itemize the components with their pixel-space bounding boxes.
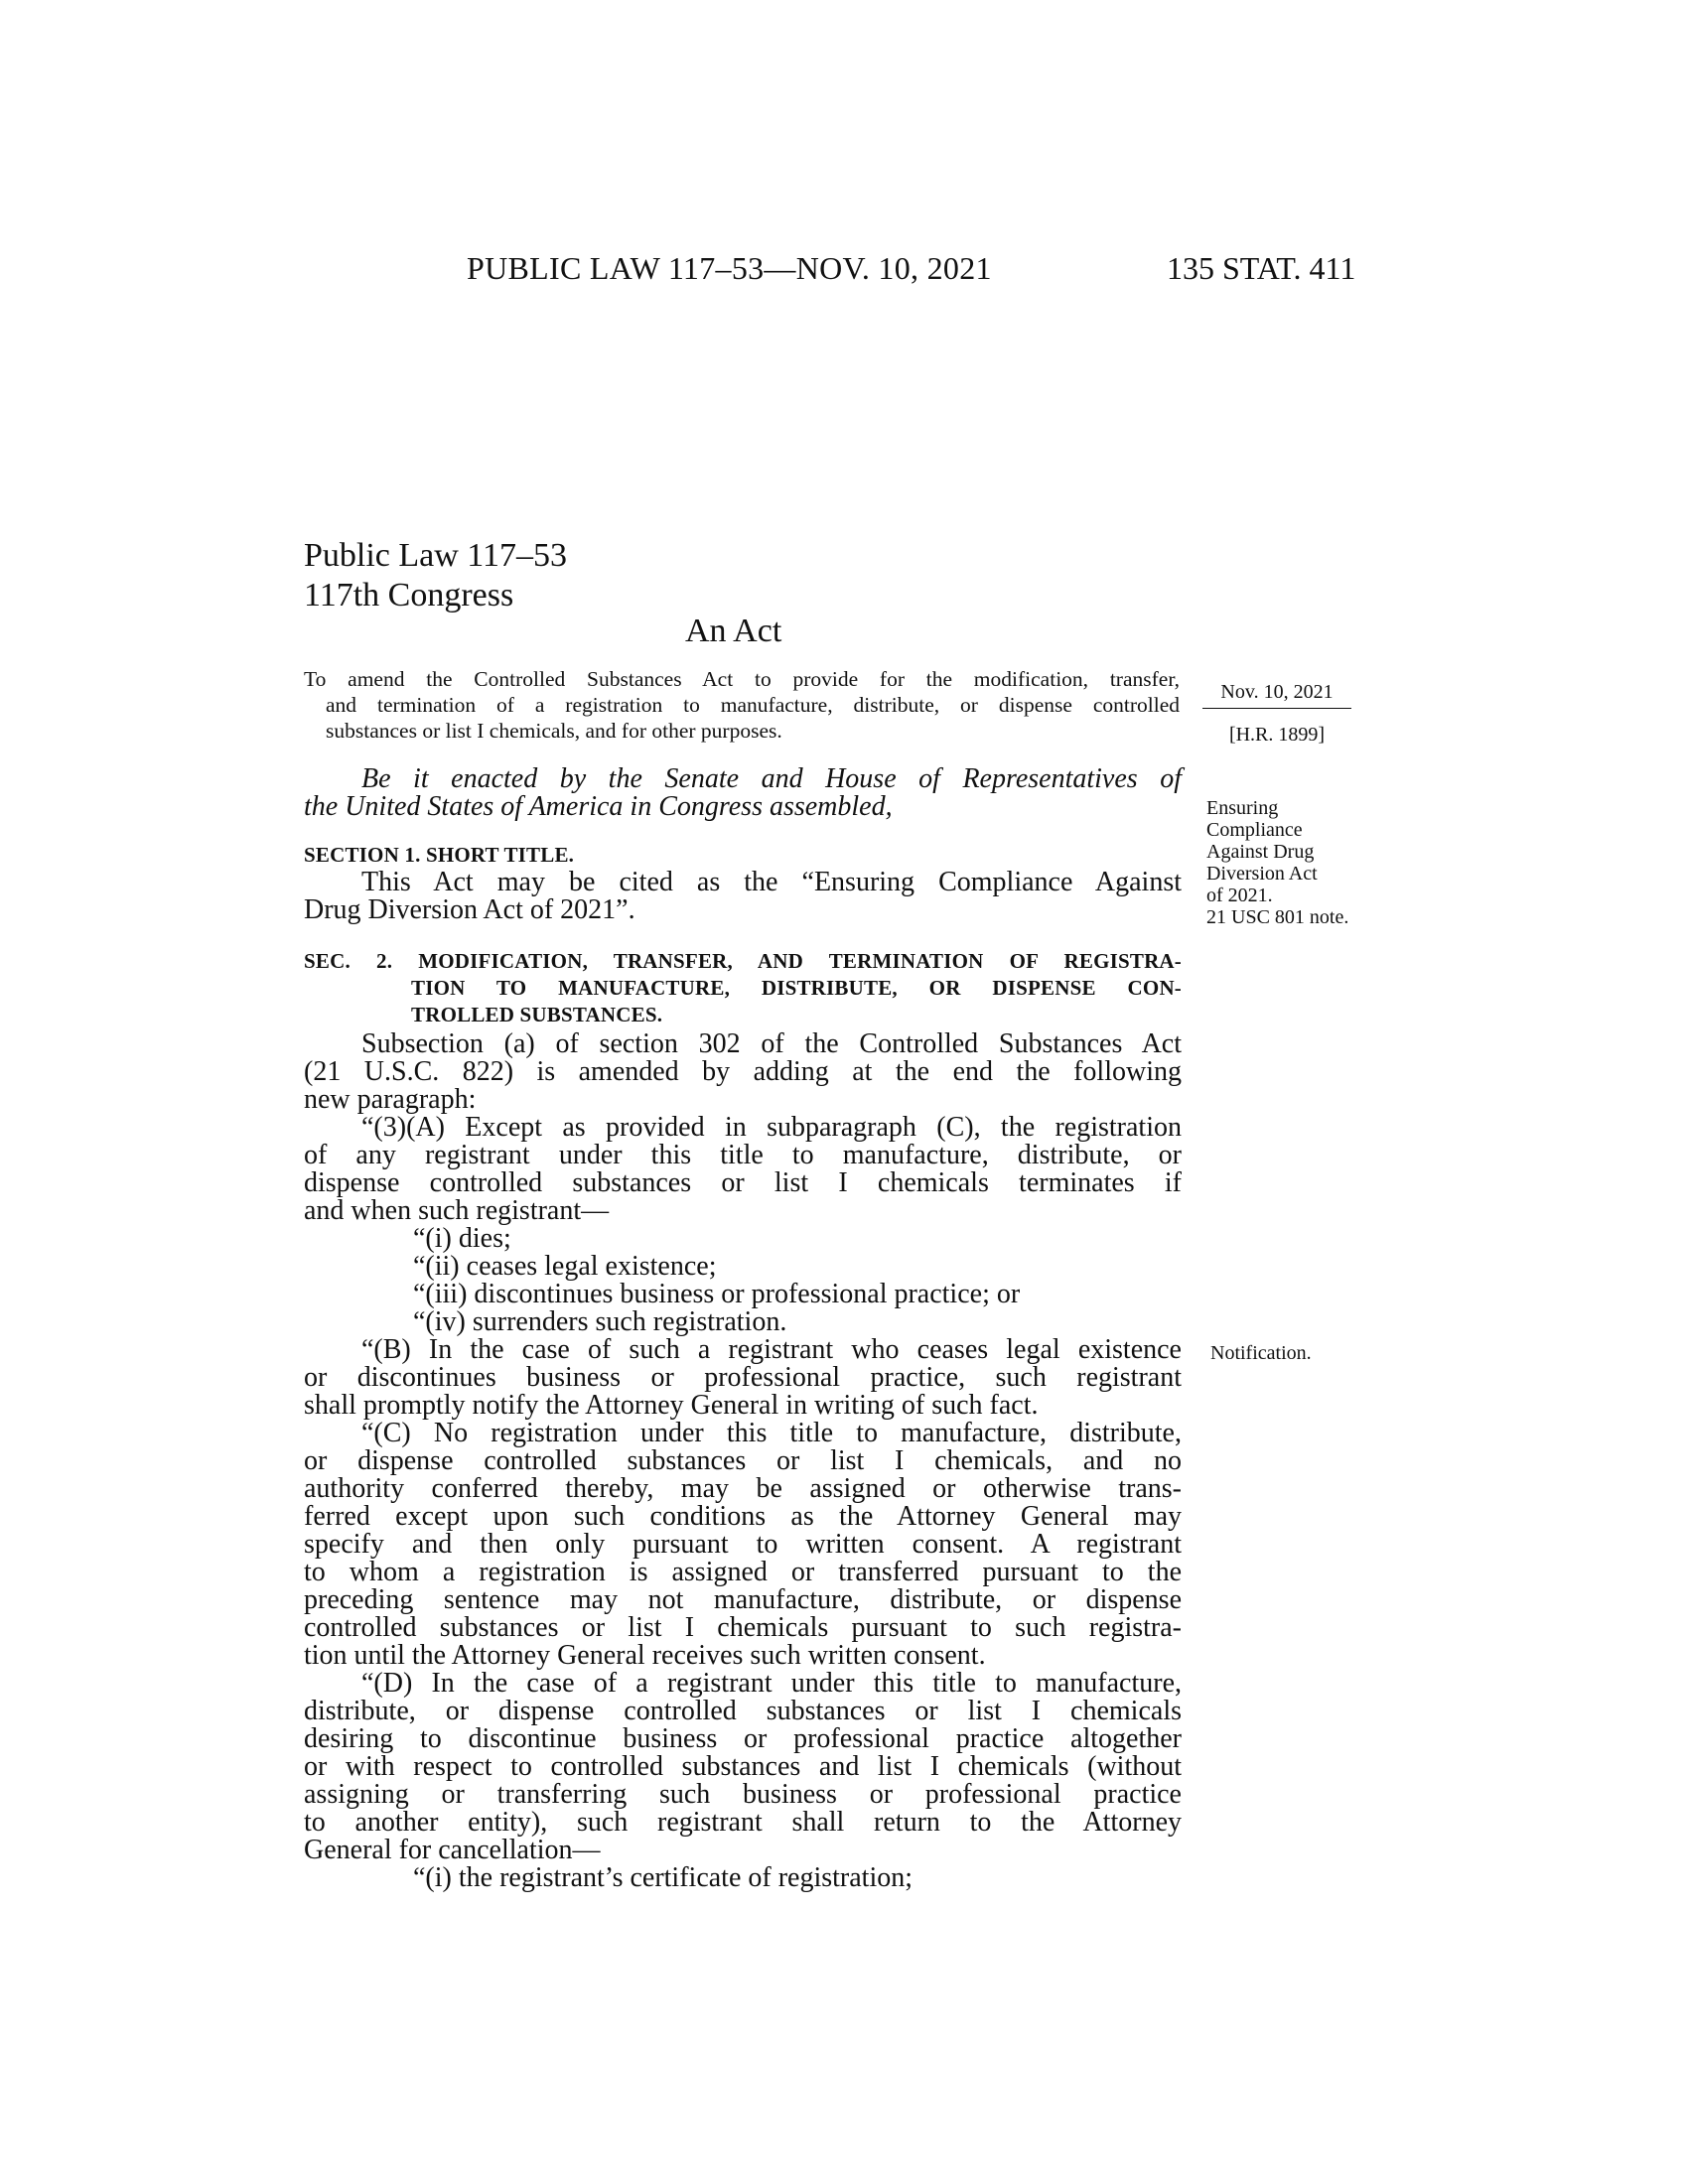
running-head: PUBLIC LAW 117–53—NOV. 10, 2021	[467, 250, 992, 286]
margin-note-date: Nov. 10, 2021	[1202, 681, 1351, 709]
text-line: desiring to discontinue business or professional practice altogether	[304, 1723, 1182, 1754]
enacting-line: Be it enacted by the Senate and House of Representatives of	[361, 763, 1182, 794]
text-line: shall promptly notify the Attorney General in writing of such fact.	[304, 1390, 1039, 1421]
text-line: “(3)(A) Except as provided in subparagraph (C), the registration	[361, 1112, 1182, 1143]
text-line: and when such registrant—	[304, 1195, 610, 1226]
act-label: An Act	[685, 613, 782, 649]
paragraph-c	[304, 1420, 1182, 1670]
text-line: new paragraph:	[304, 1084, 477, 1115]
text-line: preceding sentence may not manufacture, distribute, or dispense	[304, 1584, 1182, 1615]
text-line: controlled substances or list I chemicals pursuant to such registra-	[304, 1612, 1182, 1643]
margin-note-line: 21 USC 801 note.	[1206, 906, 1349, 928]
long-title-line: To amend the Controlled Substances Act to provide for the modification, transfer,	[304, 667, 1180, 691]
section-2-heading	[304, 948, 1182, 1028]
text-line: dispense controlled substances or list I chemicals terminates if	[304, 1167, 1182, 1198]
margin-note-bill-number: [H.R. 1899]	[1228, 724, 1326, 746]
heading-line: SEC. 2. MODIFICATION, TRANSFER, AND TERMINATION OF REGISTRA-	[304, 949, 1182, 973]
text-line: “(B) In the case of such a registrant who ceases legal existence	[361, 1334, 1182, 1365]
statute-page-number: 135 STAT. 411	[1167, 250, 1356, 286]
text-line: of any registrant under this title to manufacture, distribute, or	[304, 1140, 1182, 1170]
long-title-line: and termination of a registration to manufacture, distribute, or dispense controlled	[326, 693, 1180, 717]
clause-item: “(ii) ceases legal existence;	[413, 1251, 717, 1282]
text-line: to another entity), such registrant shall return to the Attorney	[304, 1807, 1182, 1838]
text-line: assigning or transferring such business or professional practice	[304, 1779, 1182, 1810]
text-line: This Act may be cited as the “Ensuring Compliance Against	[361, 867, 1182, 897]
margin-note-line: of 2021.	[1206, 885, 1273, 906]
clauses-list-d	[304, 1864, 1182, 1892]
text-line: tion until the Attorney General receives such written consent.	[304, 1640, 986, 1671]
section-1-heading: SECTION 1. SHORT TITLE.	[304, 843, 575, 867]
public-law-designation: Public Law 117–53	[304, 537, 568, 574]
margin-note-line: Diversion Act	[1206, 863, 1318, 885]
margin-note-short-title	[1206, 797, 1365, 928]
margin-note-line: Compliance	[1206, 819, 1303, 841]
long-title	[304, 666, 1180, 744]
margin-note-line: Against Drug	[1206, 841, 1315, 863]
text-line: “(C) No registration under this title to manufacture, distribute,	[361, 1418, 1182, 1448]
clause-item: “(i) the registrant’s certificate of registration;	[413, 1862, 914, 1893]
clause-item: “(i) dies;	[413, 1223, 511, 1254]
margin-note-line: Ensuring	[1206, 797, 1279, 819]
paragraph-b	[304, 1336, 1182, 1420]
paragraph-d	[304, 1670, 1182, 1864]
section-1-text	[304, 869, 1182, 924]
text-line: distribute, or dispense controlled substances or list I chemicals	[304, 1696, 1182, 1726]
text-line: or dispense controlled substances or list I chemicals, and no	[304, 1445, 1182, 1476]
margin-note-notification: Notification.	[1210, 1342, 1312, 1364]
heading-line: TROLLED SUBSTANCES.	[411, 1003, 663, 1026]
text-line: or discontinues business or professional practice, such registrant	[304, 1362, 1182, 1393]
clause-item: “(iv) surrenders such registration.	[413, 1306, 787, 1337]
clause-item: “(iii) discontinues business or professional practice; or	[413, 1279, 1021, 1309]
section-2-intro	[304, 1030, 1182, 1114]
text-line: or with respect to controlled substances and list I chemicals (without	[304, 1751, 1182, 1782]
long-title-line: substances or list I chemicals, and for other purposes.	[326, 719, 782, 743]
text-line: “(D) In the case of a registrant under this title to manufacture,	[361, 1668, 1182, 1699]
text-line: (21 U.S.C. 822) is amended by adding at the end the following	[304, 1056, 1182, 1087]
enacting-clause	[304, 765, 1182, 821]
text-line: ferred except upon such conditions as the Attorney General may	[304, 1501, 1182, 1532]
text-line: to whom a registration is assigned or transferred pursuant to the	[304, 1557, 1182, 1587]
congress-designation: 117th Congress	[304, 577, 514, 614]
text-line: General for cancellation—	[304, 1835, 601, 1865]
text-line: Drug Diversion Act of 2021”.	[304, 894, 635, 925]
heading-line: TION TO MANUFACTURE, DISTRIBUTE, OR DISPENSE CON-	[411, 976, 1182, 1000]
enacting-line: the United States of America in Congress assembled,	[304, 791, 893, 822]
clauses-list-a	[304, 1225, 1182, 1336]
text-line: specify and then only pursuant to written consent. A registrant	[304, 1529, 1182, 1560]
text-line: Subsection (a) of section 302 of the Controlled Substances Act	[361, 1028, 1182, 1059]
paragraph-3a	[304, 1114, 1182, 1225]
text-line: authority conferred thereby, may be assigned or otherwise trans-	[304, 1473, 1182, 1504]
